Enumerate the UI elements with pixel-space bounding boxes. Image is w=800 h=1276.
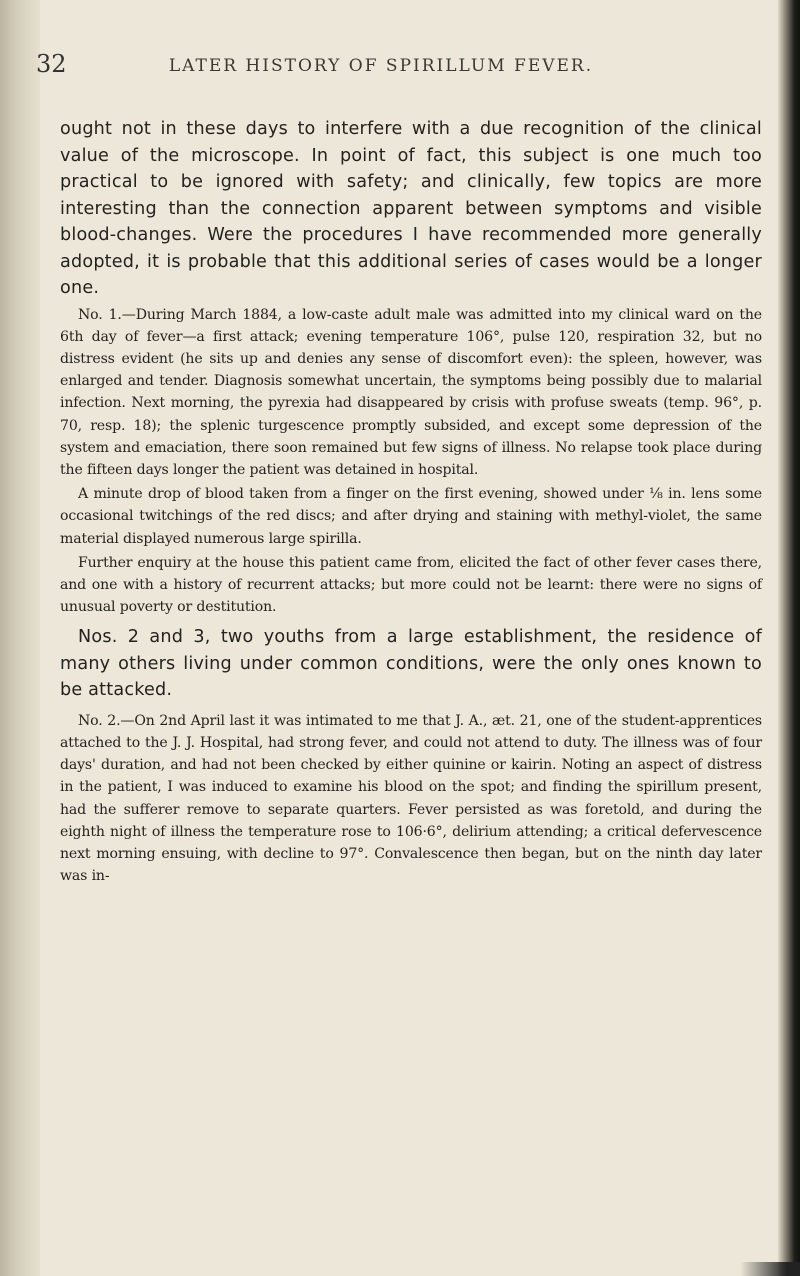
- corner-shadow: [740, 1262, 800, 1276]
- case-2-paragraph: No. 2.—On 2nd April last it was intimated to me that J. A., æt. 21, one of the student-apprentices attached to the J. J. Hospital, had strong fever, and could not attend to duty. The illness was of four days' duration, and had not been checked by either quinine or kairin. Noting an aspect of distress in the patient, I was induced to examine his blood on the spot; and finding the spirillum present, had the sufferer remove to separate quarters. Fever persisted as was foretold, and during the eighth night of illness the temperature rose to 106·6°, delirium attending; a critical defervescence next morning ensuing, with decline to 97°. Convalescence then began, but on the ninth day later was in-: [60, 712, 762, 885]
- case-1-enquiry-paragraph: Further enquiry at the house this patient came from, elicited the fact of other fever cases there, and one with a history of recurrent attacks; but more could not be learnt: there were no signs of unusual poverty or destitution.: [60, 554, 762, 616]
- binding-shadow: [0, 0, 40, 1276]
- body-text: [60, 116, 762, 887]
- running-title: LATER HISTORY OF SPIRILLUM FEVER.: [168, 56, 594, 76]
- case-1-paragraph: No. 1.—During March 1884, a low-caste adult male was admitted into my clinical ward on the 6th day of fever—a first attack; evening temperature 106°, pulse 120, respiration 32, but no distress evident (he sits up and denies any sense of discomfort even): the spleen, however, was enlarged and tender. Diagnosis somewhat uncertain, the symptoms being possibly due to malarial infection. Next morning, the pyrexia had disappeared by crisis with profuse sweats (temp. 96°, p. 70, resp. 18); the splenic turgescence promptly subsided, and except some depression of the system and emaciation, there soon remained but few signs of illness. No relapse took place during the fifteen days longer the patient was detained in hospital.: [60, 306, 762, 478]
- running-header: [36, 50, 756, 80]
- intro-paragraph: ought not in these days to interfere with a due recognition of the clinical value of the microscope. In point of fact, this subject is one much too practical to be ignored with safety; and clinically, few topics are more interesting than the connection apparent between symptoms and visible blood-changes. Were the procedures I have recommended more generally adopted, it is probable that this additional series of cases would be a longer one.: [60, 119, 762, 298]
- page-edge-shadow: [778, 0, 800, 1276]
- cases-2-3-intro-paragraph: Nos. 2 and 3, two youths from a large establishment, the residence of many others living under common conditions, were the only ones known to be attacked.: [60, 627, 762, 701]
- page-number: 32: [36, 50, 67, 78]
- case-1-blood-paragraph: A minute drop of blood taken from a finger on the first evening, showed under ⅛ in. lens some occasional twitchings of the red discs; and after drying and staining with methyl-violet, the same material displayed numerous large spirilla.: [60, 486, 762, 547]
